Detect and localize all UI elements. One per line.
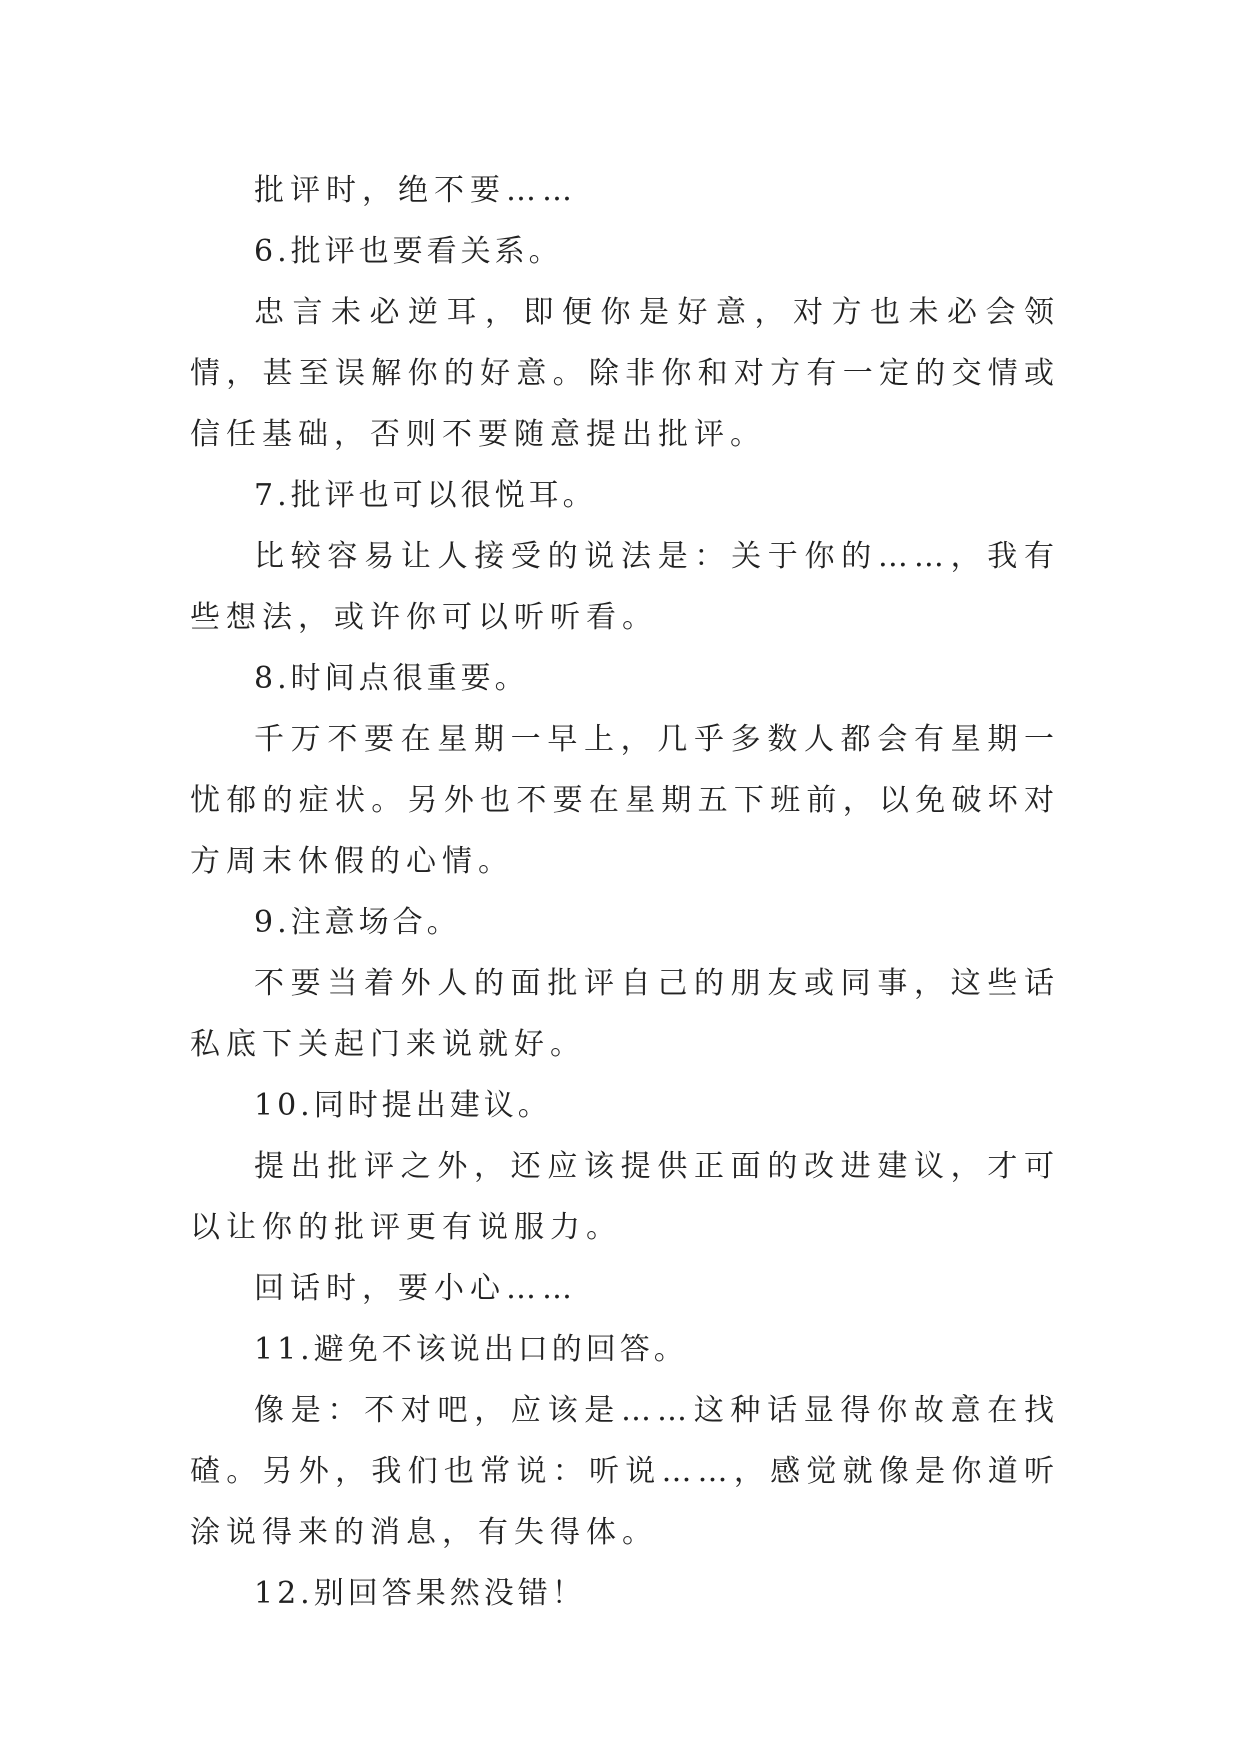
- point-6-heading: 6.批评也要看关系。: [254, 234, 563, 269]
- point-10-heading: 10.同时提出建议。: [254, 1088, 552, 1123]
- point-6-body: 忠言未必逆耳，即便你是好意，对方也未必会领情，甚至误解你的好意。除非你和对方有一定的交情或信任基础，否则不要随意提出批评。: [190, 295, 1060, 452]
- point-11-body: 像是：不对吧，应该是……这种话显得你故意在找碴。另外，我们也常说：听说……，感觉就像是你道听涂说得来的消息，有失得体。: [190, 1393, 1060, 1550]
- point-8-heading: 8.时间点很重要。: [254, 661, 529, 696]
- document-body: [190, 160, 1060, 1624]
- point-7-body: 比较容易让人接受的说法是：关于你的……，我有些想法，或许你可以听听看。: [190, 539, 1060, 635]
- point-11-heading: 11.避免不该说出口的回答。: [254, 1332, 688, 1367]
- point-9-body: 不要当着外人的面批评自己的朋友或同事，这些话私底下关起门来说就好。: [190, 966, 1060, 1062]
- point-12-heading: 12.别回答果然没错！: [254, 1576, 586, 1611]
- section-reply-intro: 回话时，要小心……: [254, 1271, 578, 1306]
- point-10-body: 提出批评之外，还应该提供正面的改进建议，才可以让你的批评更有说服力。: [190, 1149, 1060, 1245]
- point-9-heading: 9.注意场合。: [254, 905, 461, 940]
- point-7-heading: 7.批评也可以很悦耳。: [254, 478, 597, 513]
- section-intro: 批评时，绝不要……: [254, 173, 578, 208]
- point-8-body: 千万不要在星期一早上，几乎多数人都会有星期一忧郁的症状。另外也不要在星期五下班前，以免破坏对方周末休假的心情。: [190, 722, 1060, 879]
